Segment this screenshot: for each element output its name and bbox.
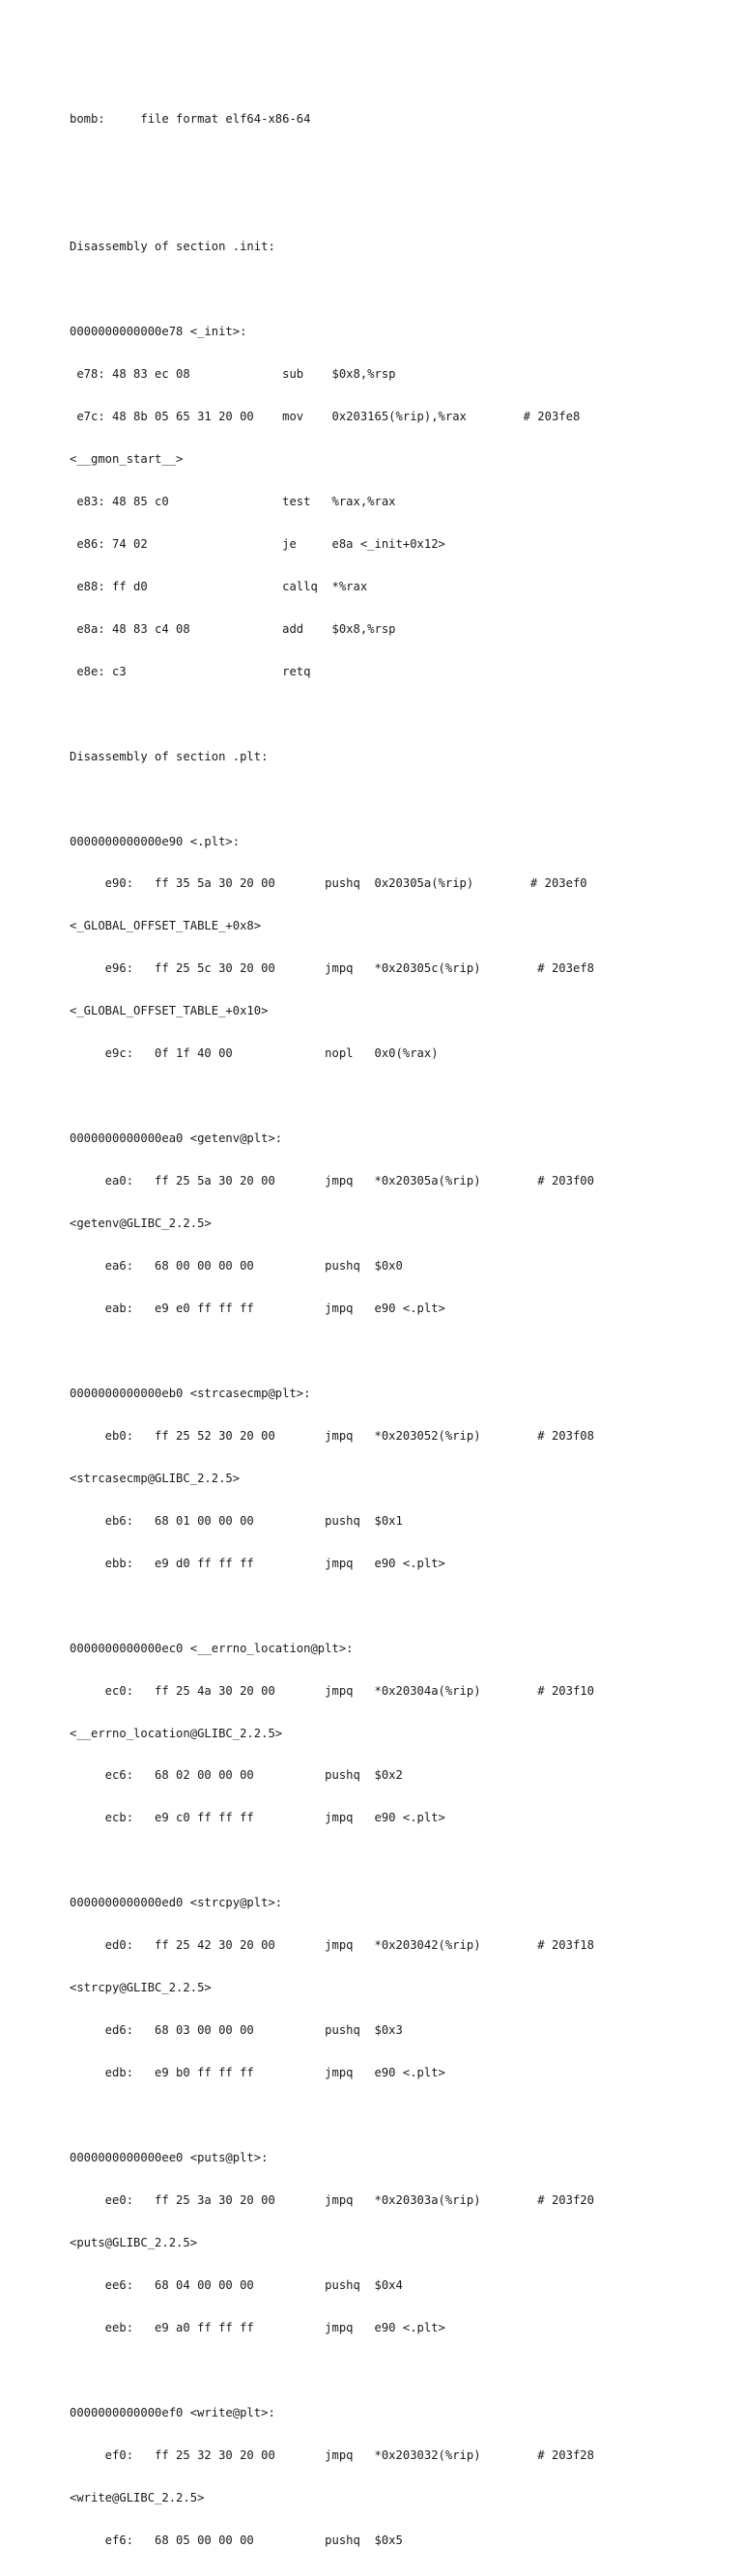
instruction-line: ef0: ff 25 32 30 20 00 jmpq *0x203032(%rip) # 203f28 xyxy=(70,2447,594,2462)
instruction-line: ed6: 68 03 00 00 00 pushq $0x3 xyxy=(70,2023,403,2038)
instruction-line: e8e: c3 retq xyxy=(70,664,311,678)
section-heading: Disassembly of section .init: xyxy=(70,240,275,254)
listing-line xyxy=(70,2108,707,2123)
listing-line xyxy=(70,792,707,807)
instruction-line: e8a: 48 83 c4 08 add $0x8,%rsp xyxy=(70,621,396,636)
listing-line xyxy=(70,197,707,212)
function-label: 0000000000000eb0 <strcasecmp@plt>: xyxy=(70,1386,311,1400)
symbol-continuation: <getenv@GLIBC_2.2.5> xyxy=(70,1216,212,1231)
function-label: 0000000000000e90 <.plt>: xyxy=(70,834,241,848)
instruction-line: e96: ff 25 5c 30 20 00 jmpq *0x20305c(%rip) # 203ef8 xyxy=(70,961,594,976)
instruction-line: e78: 48 83 ec 08 sub $0x8,%rsp xyxy=(70,367,396,382)
instruction-line: ef6: 68 05 00 00 00 pushq $0x5 xyxy=(70,2533,403,2547)
instruction-line: ea0: ff 25 5a 30 20 00 jmpq *0x20305a(%rip) # 203f00 xyxy=(70,1174,594,1188)
listing-line xyxy=(70,1089,707,1103)
instruction-line: ed0: ff 25 42 30 20 00 jmpq *0x203042(%rip) # 203f18 xyxy=(70,1938,594,1953)
instruction-line: ec0: ff 25 4a 30 20 00 jmpq *0x20304a(%rip) # 203f10 xyxy=(70,1683,594,1698)
function-label: 0000000000000ee0 <puts@plt>: xyxy=(70,2151,269,2165)
disassembly-listing xyxy=(70,84,707,2576)
instruction-line: edb: e9 b0 ff ff ff jmpq e90 <.plt> xyxy=(70,2066,445,2080)
instruction-line: e88: ff d0 callq *%rax xyxy=(70,579,368,593)
symbol-continuation: <strcpy@GLIBC_2.2.5> xyxy=(70,1981,212,1995)
instruction-line: e86: 74 02 je e8a <_init+0x12> xyxy=(70,536,445,551)
function-label: 0000000000000ed0 <strcpy@plt>: xyxy=(70,1896,283,1910)
listing-line xyxy=(70,1344,707,1359)
instruction-line: e9c: 0f 1f 40 00 nopl 0x0(%rax) xyxy=(70,1046,439,1061)
symbol-continuation: <_GLOBAL_OFFSET_TABLE_+0x10> xyxy=(70,1004,269,1018)
listing-line xyxy=(70,707,707,722)
function-label: 0000000000000ec0 <__errno_location@plt>: xyxy=(70,1641,354,1655)
listing-line xyxy=(70,2363,707,2378)
symbol-continuation: <__gmon_start__> xyxy=(70,451,184,466)
section-heading: Disassembly of section .plt: xyxy=(70,749,269,763)
instruction-line: ec6: 68 02 00 00 00 pushq $0x2 xyxy=(70,1768,403,1783)
instruction-line: ecb: e9 c0 ff ff ff jmpq e90 <.plt> xyxy=(70,1811,445,1825)
instruction-line: eab: e9 e0 ff ff ff jmpq e90 <.plt> xyxy=(70,1302,445,1315)
instruction-line: eb0: ff 25 52 30 20 00 jmpq *0x203052(%rip) # 203f08 xyxy=(70,1428,594,1443)
symbol-continuation: <write@GLIBC_2.2.5> xyxy=(70,2490,205,2504)
function-label: 0000000000000ea0 <getenv@plt>: xyxy=(70,1131,283,1146)
function-label: 0000000000000e78 <_init>: xyxy=(70,325,247,339)
listing-line xyxy=(70,1599,707,1614)
listing-line: bomb: file format elf64-x86-64 xyxy=(70,112,311,127)
instruction-line: e90: ff 35 5a 30 20 00 pushq 0x20305a(%rip) # 203ef0 xyxy=(70,876,587,891)
function-label: 0000000000000ef0 <write@plt>: xyxy=(70,2405,275,2419)
instruction-line: ea6: 68 00 00 00 00 pushq $0x0 xyxy=(70,1259,403,1274)
instruction-line: ebb: e9 d0 ff ff ff jmpq e90 <.plt> xyxy=(70,1556,445,1570)
instruction-line: ee0: ff 25 3a 30 20 00 jmpq *0x20303a(%rip) # 203f20 xyxy=(70,2193,594,2208)
listing-line xyxy=(70,1853,707,1868)
listing-line xyxy=(70,155,707,169)
symbol-continuation: <__errno_location@GLIBC_2.2.5> xyxy=(70,1726,283,1740)
symbol-continuation: <strcasecmp@GLIBC_2.2.5> xyxy=(70,1471,241,1485)
symbol-continuation: <_GLOBAL_OFFSET_TABLE_+0x8> xyxy=(70,919,262,933)
instruction-line: ee6: 68 04 00 00 00 pushq $0x4 xyxy=(70,2277,403,2292)
instruction-line: e83: 48 85 c0 test %rax,%rax xyxy=(70,494,396,508)
symbol-continuation: <puts@GLIBC_2.2.5> xyxy=(70,2235,198,2249)
listing-line xyxy=(70,282,707,297)
instruction-line: eb6: 68 01 00 00 00 pushq $0x1 xyxy=(70,1513,403,1528)
instruction-line: e7c: 48 8b 05 65 31 20 00 mov 0x203165(%rip),%rax # 203fe8 xyxy=(70,409,581,423)
instruction-line: eeb: e9 a0 ff ff ff jmpq e90 <.plt> xyxy=(70,2320,445,2334)
